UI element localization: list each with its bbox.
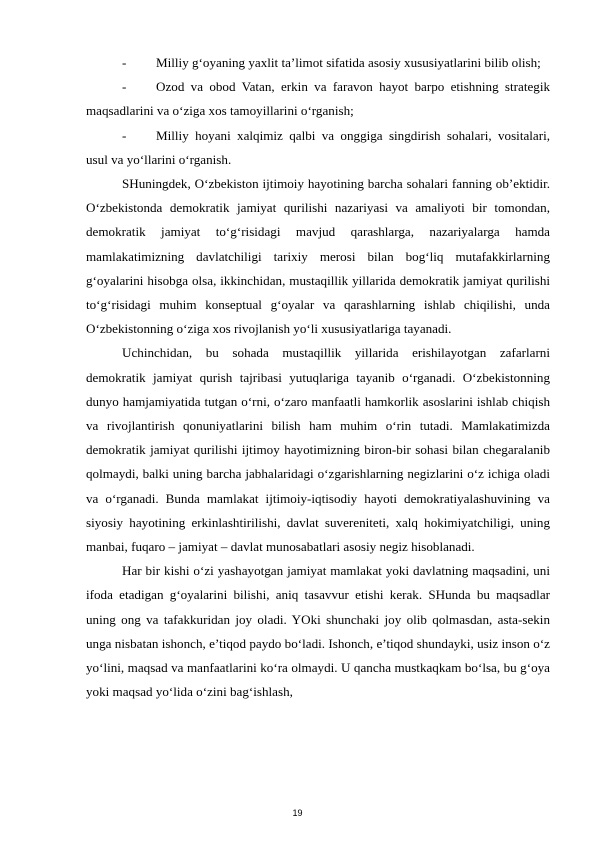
bullet-item [86, 124, 550, 172]
bullet-marker: - [122, 79, 127, 95]
bullet-text: Milliy hoyani xalqimiz qalbi va onggiga singdirish sohalari, vositalari, usul va yo‘llarini o‘rganish. [86, 127, 550, 167]
body-paragraph: SHuningdek, O‘zbekiston ijtimoiy hayotining barcha sohalari fanning ob’ektidir. O‘zbekistonda demokratik jamiyat qurilishi nazariyasi va amaliyoti bir tomondan, demokratik jamiyat to‘g‘risidagi mavjud qarashlarga, nazariyalarga hamda mamlakatimizning davlatchiligi tarixiy merosi bilan bog‘liq mutafakkirlarning g‘oyalarini hisobga olsa, ikkinchidan, mustaqillik yillarida demokratik jamiyat qurilishi to‘g‘risidagi muhim konseptual g‘oyalar va qarashlarning ishlab chiqilishi, unda O‘zbekistonning o‘ziga xos rivojlanish yo‘li xususiyatlariga tayanadi. [86, 176, 550, 337]
bullet-marker: - [122, 127, 127, 143]
body-paragraph: Har bir kishi o‘zi yashayotgan jamiyat mamlakat yoki davlatning maqsadini, uni ifoda etadigan g‘oyalarini bilishi, aniq tasavvur etishi kerak. SHunda bu maqsadlar uning ong va tafakkuridan joy oladi. YOki shunchaki joy olib qolmasdan, asta-sekin unga nisbatan ishonch, e’tiqod paydo bo‘ladi. Ishonch, e’tiqod shundayki, usiz inson o‘z yo‘lini, maqsad va manfaatlarini ko‘ra olmaydi. U qancha mustkaqkam bo‘lsa, bu g‘oya yoki maqsad yo‘lida o‘zini bag‘ishlash, [86, 563, 550, 700]
bullet-item [86, 75, 550, 123]
bullet-item [86, 51, 550, 75]
page-number: 19 [292, 808, 303, 818]
bullet-text: Milliy g‘oyaning yaxlit ta’limot sifatida asosiy xususiyatlarini bilib olish; [156, 55, 541, 70]
bullet-marker: - [122, 55, 127, 70]
bullet-text: Ozod va obod Vatan, erkin va faravon hayot barpo etishning strategik maqsadlarini va o‘ziga xos tamoyillarini o‘rganish; [86, 79, 550, 119]
body-paragraph: Uchinchidan, bu sohada mustaqillik yillarida erishilayotgan zafarlarni demokratik jamiyat qurish tajribasi yutuqlariga tayanib o‘rganadi. O‘zbekistonning dunyo hamjamiyatida tutgan o‘rni, o‘zaro manfaatli hamkorlik asoslarini ishlab chiqish va rivojlantirish qonuniyatlarini bilish ham muhim o‘rin tutadi. Mamlakatimizda demokratik jamiyat qurilishi ijtimoy hayotimizning biron-bir sohasi bilan chegaralanib qolmaydi, balki uning barcha jabhalaridagi o‘zgarishlarning negizlarini o‘z ichiga oladi va o‘rganadi. Bunda mamlakat ijtimoiy-iqtisodiy hayoti demokratiyalashuvining va siyosiy hayotining erkinlashtirilishi, davlat suvereniteti, xalq hokimiyatchiligi, uning manbai, fuqaro – jamiyat – davlat munosabatlari asosiy negiz hisoblanadi. [86, 345, 550, 555]
page-body [86, 51, 550, 704]
